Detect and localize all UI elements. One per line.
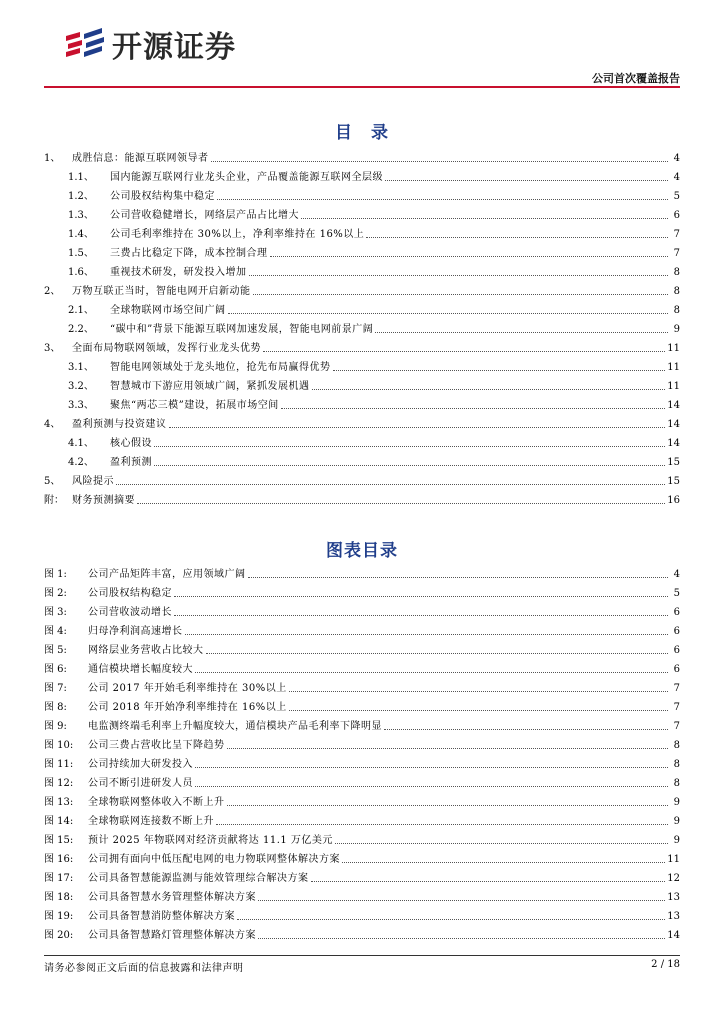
figure-entry[interactable] bbox=[44, 790, 680, 809]
figure-entry[interactable] bbox=[44, 904, 680, 923]
dot-leader bbox=[154, 445, 665, 447]
entry-page: 8 bbox=[673, 740, 680, 751]
entry-number: 2.1、 bbox=[68, 305, 94, 316]
dot-leader bbox=[289, 690, 668, 692]
entry-number: 图 5: bbox=[44, 645, 67, 656]
toc-title: 目 录 bbox=[335, 123, 389, 143]
entry-page: 6 bbox=[673, 210, 680, 221]
toc-entry[interactable] bbox=[44, 184, 680, 203]
entry-label: 风险提示 bbox=[72, 476, 114, 487]
entry-number: 图 9: bbox=[44, 721, 67, 732]
dot-leader bbox=[185, 633, 669, 635]
dot-leader bbox=[311, 880, 666, 882]
brand-name: 开源证券 bbox=[112, 30, 236, 65]
entry-page: 13 bbox=[667, 892, 680, 903]
entry-page: 15 bbox=[667, 457, 680, 468]
entry-number: 1.1、 bbox=[68, 172, 94, 183]
dot-leader bbox=[289, 709, 668, 711]
entry-number: 4.2、 bbox=[68, 457, 94, 468]
entry-page: 16 bbox=[667, 495, 680, 506]
entry-number: 图 13: bbox=[44, 797, 74, 808]
entry-page: 7 bbox=[673, 248, 680, 259]
figure-entry[interactable] bbox=[44, 562, 680, 581]
report-type-label: 公司首次覆盖报告 bbox=[592, 72, 680, 85]
entry-label: 公司三费占营收比呈下降趋势 bbox=[88, 740, 225, 751]
dot-leader bbox=[333, 369, 666, 371]
dot-leader bbox=[258, 899, 665, 901]
entry-label: 公司毛利率维持在 30%以上，净利率维持在 16%以上 bbox=[110, 229, 365, 240]
toc-entry[interactable] bbox=[44, 222, 680, 241]
entry-label: 通信模块增长幅度较大 bbox=[88, 664, 193, 675]
entry-label: 公司股权结构集中稳定 bbox=[110, 191, 215, 202]
entry-label: 网络层业务营收占比较大 bbox=[88, 645, 204, 656]
entry-page: 11 bbox=[667, 343, 680, 354]
figure-entry[interactable] bbox=[44, 619, 680, 638]
dot-leader bbox=[227, 747, 669, 749]
entry-page: 14 bbox=[667, 930, 680, 941]
entry-page: 7 bbox=[673, 702, 680, 713]
figure-entry[interactable] bbox=[44, 866, 680, 885]
entry-label: 公司拥有面向中低压配电网的电力物联网整体解决方案 bbox=[88, 854, 340, 865]
entry-label: 公司营收稳健增长，网络层产品占比增大 bbox=[110, 210, 299, 221]
entry-number: 4、 bbox=[44, 419, 61, 430]
entry-page: 12 bbox=[667, 873, 680, 884]
entry-number: 1.2、 bbox=[68, 191, 94, 202]
figure-entry[interactable] bbox=[44, 809, 680, 828]
figure-entry[interactable] bbox=[44, 714, 680, 733]
entry-label: 公司持续加大研发投入 bbox=[88, 759, 193, 770]
dot-leader bbox=[384, 728, 668, 730]
entry-label: 全球物联网整体收入不断上升 bbox=[88, 797, 225, 808]
entry-label: 盈利预测与投资建议 bbox=[72, 419, 167, 430]
entry-page: 8 bbox=[673, 778, 680, 789]
entry-label: 公司不断引进研发人员 bbox=[88, 778, 193, 789]
figure-entry[interactable] bbox=[44, 923, 680, 942]
dot-leader bbox=[342, 861, 665, 863]
entry-label: 公司具备智慧路灯管理整体解决方案 bbox=[88, 930, 256, 941]
figure-entry[interactable] bbox=[44, 657, 680, 676]
toc-entry[interactable] bbox=[44, 488, 680, 507]
figure-entry[interactable] bbox=[44, 695, 680, 714]
toc-entry[interactable] bbox=[44, 336, 680, 355]
entry-number: 图 3: bbox=[44, 607, 67, 618]
entry-number: 4.1、 bbox=[68, 438, 94, 449]
dot-leader bbox=[249, 274, 669, 276]
entry-label: 公司股权结构稳定 bbox=[88, 588, 172, 599]
toc-entry[interactable] bbox=[44, 203, 680, 222]
entry-label: 核心假设 bbox=[110, 438, 152, 449]
entry-number: 图 17: bbox=[44, 873, 74, 884]
page-number: 2 / 18 bbox=[651, 959, 680, 970]
entry-page: 6 bbox=[673, 607, 680, 618]
figure-entry[interactable] bbox=[44, 733, 680, 752]
entry-label: 盈利预测 bbox=[110, 457, 152, 468]
dot-leader bbox=[258, 937, 665, 939]
entry-label: 三费占比稳定下降，成本控制合理 bbox=[110, 248, 268, 259]
figure-entry[interactable] bbox=[44, 828, 680, 847]
entry-page: 14 bbox=[667, 400, 680, 411]
entry-page: 5 bbox=[673, 191, 680, 202]
dot-leader bbox=[281, 407, 666, 409]
entry-label: 预计 2025 年物联网对经济贡献将达 11.1 万亿美元 bbox=[88, 835, 333, 846]
dot-leader bbox=[375, 331, 668, 333]
dot-leader bbox=[248, 576, 669, 578]
dot-leader bbox=[174, 614, 668, 616]
figure-entry[interactable] bbox=[44, 847, 680, 866]
entry-label: 重视技术研发，研发投入增加 bbox=[110, 267, 247, 278]
dot-leader bbox=[195, 766, 668, 768]
footer-divider bbox=[44, 955, 680, 956]
entry-page: 4 bbox=[673, 569, 680, 580]
entry-label: 公司 2017 年开始毛利率维持在 30%以上 bbox=[88, 683, 287, 694]
toc-entry[interactable] bbox=[44, 279, 680, 298]
entry-label: 电监测终端毛利率上升幅度较大，通信模块产品毛利率下降明显 bbox=[88, 721, 382, 732]
entry-number: 1.5、 bbox=[68, 248, 94, 259]
entry-page: 7 bbox=[673, 683, 680, 694]
toc-entry[interactable] bbox=[44, 355, 680, 374]
header-divider bbox=[44, 86, 680, 88]
toc-entry[interactable] bbox=[44, 298, 680, 317]
toc-entry[interactable] bbox=[44, 165, 680, 184]
toc-entry[interactable] bbox=[44, 469, 680, 488]
dot-leader bbox=[335, 842, 668, 844]
company-logo bbox=[64, 24, 236, 64]
footer-disclaimer: 请务必参阅正文后面的信息披露和法律声明 bbox=[44, 963, 244, 974]
dot-leader bbox=[195, 785, 668, 787]
entry-page: 8 bbox=[673, 286, 680, 297]
entry-number: 图 8: bbox=[44, 702, 67, 713]
toc-entry[interactable] bbox=[44, 374, 680, 393]
dot-leader bbox=[195, 671, 668, 673]
dot-leader bbox=[312, 388, 666, 390]
figure-entry[interactable] bbox=[44, 638, 680, 657]
entry-label: 公司 2018 年开始净利率维持在 16%以上 bbox=[88, 702, 287, 713]
entry-label: 成胜信息：能源互联网领导者 bbox=[72, 153, 209, 164]
entry-number: 图 18: bbox=[44, 892, 74, 903]
toc-entry[interactable] bbox=[44, 260, 680, 279]
brand-mark-icon bbox=[64, 24, 106, 64]
entry-page: 6 bbox=[673, 645, 680, 656]
figure-entry[interactable] bbox=[44, 752, 680, 771]
entry-label: 公司具备智慧水务管理整体解决方案 bbox=[88, 892, 256, 903]
figure-list bbox=[44, 562, 680, 942]
entry-number: 图 6: bbox=[44, 664, 67, 675]
toc-entry[interactable] bbox=[44, 450, 680, 469]
entry-number: 图 1: bbox=[44, 569, 67, 580]
entry-number: 3.1、 bbox=[68, 362, 94, 373]
entry-number: 1.4、 bbox=[68, 229, 94, 240]
entry-number: 图 12: bbox=[44, 778, 74, 789]
entry-page: 7 bbox=[673, 229, 680, 240]
dot-leader bbox=[253, 293, 669, 295]
figure-entry[interactable] bbox=[44, 581, 680, 600]
entry-page: 4 bbox=[673, 172, 680, 183]
entry-page: 11 bbox=[667, 854, 680, 865]
toc-entry[interactable] bbox=[44, 412, 680, 431]
entry-label: 公司产品矩阵丰富，应用领域广阔 bbox=[88, 569, 246, 580]
entry-label: 公司具备智慧消防整体解决方案 bbox=[88, 911, 235, 922]
figure-entry[interactable] bbox=[44, 676, 680, 695]
entry-number: 图 20: bbox=[44, 930, 74, 941]
entry-number: 图 19: bbox=[44, 911, 74, 922]
entry-page: 9 bbox=[673, 324, 680, 335]
dot-leader bbox=[227, 804, 669, 806]
entry-label: 智能电网领域处于龙头地位，抢先布局赢得优势 bbox=[110, 362, 331, 373]
entry-number: 3.2、 bbox=[68, 381, 94, 392]
entry-number: 图 7: bbox=[44, 683, 67, 694]
entry-label: 归母净利润高速增长 bbox=[88, 626, 183, 637]
entry-page: 9 bbox=[673, 816, 680, 827]
entry-label: 财务预测摘要 bbox=[72, 495, 135, 506]
entry-page: 6 bbox=[673, 664, 680, 675]
entry-page: 11 bbox=[667, 381, 680, 392]
dot-leader bbox=[116, 483, 665, 485]
dot-leader bbox=[366, 236, 668, 238]
dot-leader bbox=[211, 160, 669, 162]
dot-leader bbox=[169, 426, 666, 428]
entry-page: 8 bbox=[673, 305, 680, 316]
entry-number: 1.6、 bbox=[68, 267, 94, 278]
entry-number: 1、 bbox=[44, 153, 61, 164]
figures-title: 图表目录 bbox=[326, 541, 398, 561]
entry-page: 9 bbox=[673, 835, 680, 846]
entry-page: 15 bbox=[667, 476, 680, 487]
entry-number: 图 14: bbox=[44, 816, 74, 827]
entry-number: 附： bbox=[44, 495, 64, 506]
entry-label: 公司具备智慧能源监测与能效管理综合解决方案 bbox=[88, 873, 309, 884]
entry-page: 9 bbox=[673, 797, 680, 808]
entry-label: 全面布局物联网领域，发挥行业龙头优势 bbox=[72, 343, 261, 354]
page-header bbox=[0, 0, 724, 90]
entry-page: 8 bbox=[673, 759, 680, 770]
dot-leader bbox=[154, 464, 665, 466]
entry-number: 图 2: bbox=[44, 588, 67, 599]
entry-page: 4 bbox=[673, 153, 680, 164]
toc-entry[interactable] bbox=[44, 146, 680, 165]
entry-number: 图 11: bbox=[44, 759, 74, 770]
entry-label: 智慧城市下游应用领域广阔，紧抓发展机遇 bbox=[110, 381, 310, 392]
toc-entry[interactable] bbox=[44, 431, 680, 450]
toc-list bbox=[44, 146, 680, 507]
dot-leader bbox=[270, 255, 669, 257]
entry-label: 公司营收波动增长 bbox=[88, 607, 172, 618]
dot-leader bbox=[301, 217, 668, 219]
entry-number: 图 16: bbox=[44, 854, 74, 865]
dot-leader bbox=[174, 595, 668, 597]
toc-entry[interactable] bbox=[44, 317, 680, 336]
entry-page: 14 bbox=[667, 419, 680, 430]
entry-page: 14 bbox=[667, 438, 680, 449]
entry-number: 图 15: bbox=[44, 835, 74, 846]
entry-page: 13 bbox=[667, 911, 680, 922]
dot-leader bbox=[217, 198, 668, 200]
entry-page: 6 bbox=[673, 626, 680, 637]
entry-number: 3.3、 bbox=[68, 400, 94, 411]
dot-leader bbox=[137, 502, 665, 504]
entry-label: 全球物联网市场空间广阔 bbox=[110, 305, 226, 316]
dot-leader bbox=[263, 350, 665, 352]
dot-leader bbox=[385, 179, 668, 181]
entry-label: 国内能源互联网行业龙头企业，产品覆盖能源互联网全层级 bbox=[110, 172, 383, 183]
figure-entry[interactable] bbox=[44, 600, 680, 619]
dot-leader bbox=[216, 823, 668, 825]
entry-label: 聚焦“两芯三模”建设，拓展市场空间 bbox=[110, 400, 279, 411]
toc-entry[interactable] bbox=[44, 393, 680, 412]
dot-leader bbox=[228, 312, 669, 314]
entry-label: 全球物联网连接数不断上升 bbox=[88, 816, 214, 827]
entry-page: 11 bbox=[667, 362, 680, 373]
entry-label: 万物互联正当时，智能电网开启新动能 bbox=[72, 286, 251, 297]
entry-label: “碳中和”背景下能源互联网加速发展，智能电网前景广阔 bbox=[110, 324, 374, 335]
dot-leader bbox=[237, 918, 665, 920]
entry-number: 5、 bbox=[44, 476, 61, 487]
entry-number: 2.2、 bbox=[68, 324, 94, 335]
entry-page: 5 bbox=[673, 588, 680, 599]
figure-entry[interactable] bbox=[44, 885, 680, 904]
entry-page: 8 bbox=[673, 267, 680, 278]
entry-number: 3、 bbox=[44, 343, 61, 354]
entry-number: 图 10: bbox=[44, 740, 74, 751]
entry-number: 图 4: bbox=[44, 626, 67, 637]
entry-number: 1.3、 bbox=[68, 210, 94, 221]
entry-number: 2、 bbox=[44, 286, 61, 297]
dot-leader bbox=[206, 652, 669, 654]
entry-page: 7 bbox=[673, 721, 680, 732]
toc-entry[interactable] bbox=[44, 241, 680, 260]
figure-entry[interactable] bbox=[44, 771, 680, 790]
